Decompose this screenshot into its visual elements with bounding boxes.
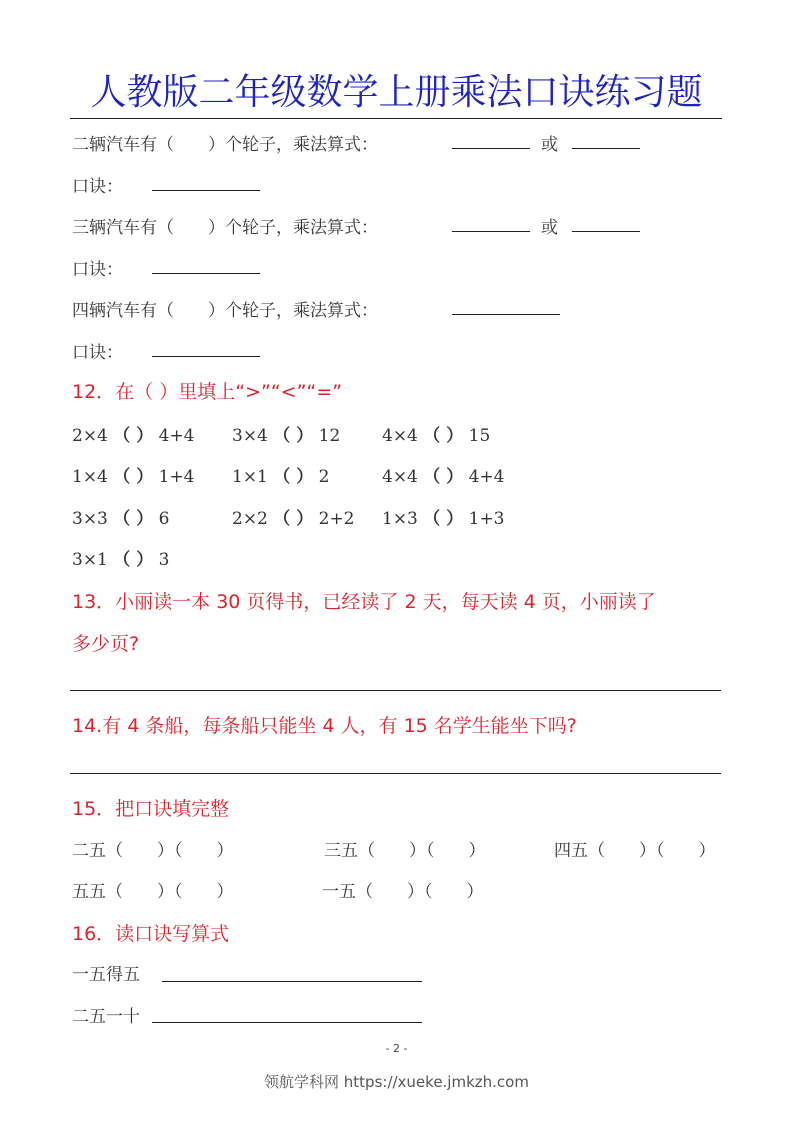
car-question-1: 二辆汽车有（ ）个轮子，乘法算式： xyxy=(72,135,378,155)
koujue-blank[interactable] xyxy=(152,342,260,361)
koujue-label: 口诀： xyxy=(72,260,123,280)
q15-heading: 15．把口诀填完整 xyxy=(72,798,230,820)
koujue-label: 口诀： xyxy=(72,177,123,197)
q13-line2: 多少页? xyxy=(72,633,140,655)
koujue-blank[interactable] xyxy=(152,176,260,195)
compare-blank[interactable]: （ ） xyxy=(273,509,314,529)
compare-item: 4×4 （ ） 4+4 xyxy=(382,467,505,487)
footer-watermark: 领航学科网 https://xueke.jmkzh.com xyxy=(264,1073,529,1091)
q16-koujue-1: 一五得五 xyxy=(72,965,140,985)
car-question-2: 三辆汽车有（ ）个轮子，乘法算式： xyxy=(72,218,378,238)
compare-item: 2×2 （ ） 2+2 xyxy=(232,509,355,529)
answer-blank[interactable] xyxy=(572,217,640,236)
page-title: 人教版二年级数学上册乘法口诀练习题 xyxy=(90,72,703,113)
compare-blank[interactable]: （ ） xyxy=(113,426,154,446)
koujue-fill-item[interactable]: 五五（ ）（ ） xyxy=(72,882,234,902)
answer-blank[interactable] xyxy=(452,217,530,236)
compare-blank[interactable]: （ ） xyxy=(113,550,154,570)
koujue-fill-item[interactable]: 一五（ ）（ ） xyxy=(322,882,484,902)
koujue-blank[interactable] xyxy=(152,259,260,278)
compare-item: 1×1 （ ） 2 xyxy=(232,467,330,487)
q16-koujue-2: 二五一十 xyxy=(72,1007,140,1027)
or-label: 或 xyxy=(541,218,558,238)
compare-blank[interactable]: （ ） xyxy=(273,426,314,446)
compare-item: 4×4 （ ） 15 xyxy=(382,426,491,446)
q13-answer-line[interactable] xyxy=(70,690,721,691)
compare-blank[interactable]: （ ） xyxy=(273,467,314,487)
koujue-fill-item[interactable]: 三五（ ）（ ） xyxy=(324,841,486,861)
koujue-fill-item[interactable]: 二五（ ）（ ） xyxy=(72,841,234,861)
q14-answer-line[interactable] xyxy=(70,773,721,774)
compare-blank[interactable]: （ ） xyxy=(423,509,464,529)
compare-item: 1×3 （ ） 1+3 xyxy=(382,509,505,529)
car-question-3: 四辆汽车有（ ）个轮子，乘法算式： xyxy=(72,301,378,321)
q13-line1: 13．小丽读一本 30 页得书，已经读了 2 天，每天读 4 页，小丽读了 xyxy=(72,591,656,613)
or-label: 或 xyxy=(541,135,558,155)
koujue-label: 口诀： xyxy=(72,343,123,363)
compare-blank[interactable]: （ ） xyxy=(113,467,154,487)
q14-text: 14.有 4 条船，每条船只能坐 4 人，有 15 名学生能坐下吗? xyxy=(72,715,577,737)
compare-item: 1×4 （ ） 1+4 xyxy=(72,467,195,487)
q16-answer-line-1[interactable] xyxy=(162,981,422,982)
compare-item: 2×4 （ ） 4+4 xyxy=(72,426,195,446)
compare-item: 3×1 （ ） 3 xyxy=(72,550,170,570)
page-number: - 2 - xyxy=(385,1042,408,1055)
q16-answer-line-2[interactable] xyxy=(152,1022,422,1023)
compare-item: 3×4 （ ） 12 xyxy=(232,426,341,446)
answer-blank[interactable] xyxy=(572,134,640,153)
q16-heading: 16．读口诀写算式 xyxy=(72,923,230,945)
compare-item: 3×3 （ ） 6 xyxy=(72,509,170,529)
answer-blank[interactable] xyxy=(452,300,560,319)
title-divider xyxy=(70,118,722,119)
q12-heading: 12．在（ ）里填上“>”“<”“=” xyxy=(72,381,343,403)
compare-blank[interactable]: （ ） xyxy=(423,426,464,446)
koujue-fill-item[interactable]: 四五（ ）（ ） xyxy=(554,841,716,861)
answer-blank[interactable] xyxy=(452,134,530,153)
compare-blank[interactable]: （ ） xyxy=(113,509,154,529)
compare-blank[interactable]: （ ） xyxy=(423,467,464,487)
